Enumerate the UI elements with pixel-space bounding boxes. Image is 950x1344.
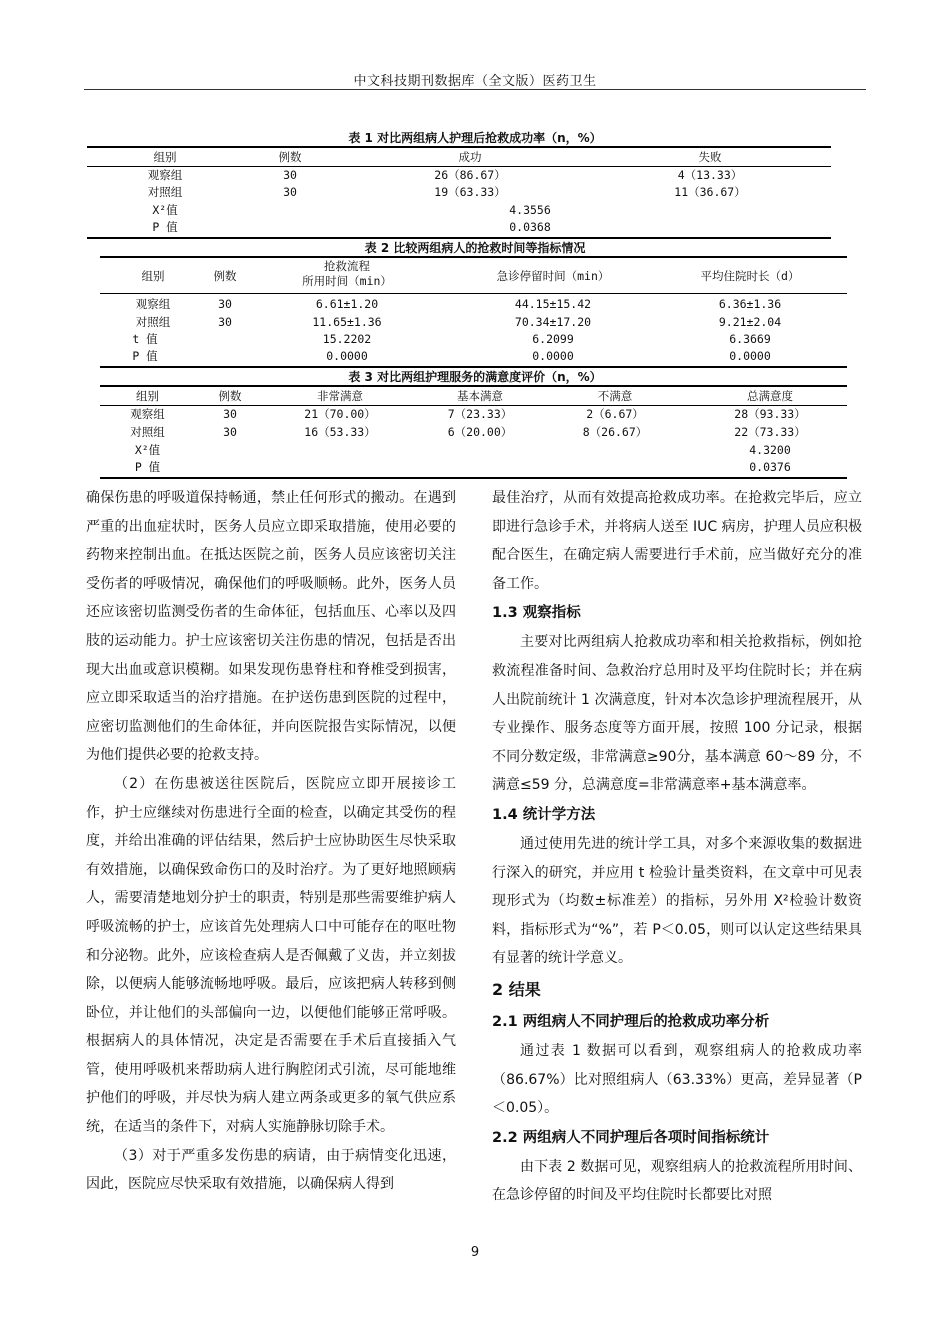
table3-cell: 7（23.33） xyxy=(447,407,513,421)
table1-header-fail: 失败 xyxy=(698,150,722,164)
paragraph: （2）在伤患被送往医院后，医院应立即开展接诊工作，护士应继续对伤患进行全面的检查，以确定其受伤的程度，并给出准确的评估结果，然后护士应协助医生尽快采取有效措施，以确保致命伤口的及时治疗。为了更好地照顾病人，需要清楚地划分护士的职责，特别是那些需要维护病人呼吸流畅的护士，应该首先处理病人口中可能存在的呕吐物和分泌物。此外，应该检查病人是否佩戴了义齿，并立刻拔除，以便病人能够流畅地呼吸。最后，应该把病人转移到侧卧位，并让他们的头部偏向一边，以便他们能够正常呼吸。根据病人的具体情况，决定是否需要在手术后直接插入气管，使用呼吸机来帮助病人进行胸腔闭式引流，尽可能地维护他们的呼吸，并尽快为病人建立两条或更多的氧气供应系统，在适当的条件下，对病人实施静脉切除手术。 xyxy=(86,775,456,1136)
right-column xyxy=(492,484,862,1210)
table1-cell: 4（13.33） xyxy=(677,168,743,182)
table3-cell: 观察组 xyxy=(130,407,165,421)
paragraph: （3）对于严重多发伤患的病请，由于病情变化迅速，因此，医院应尽快采取有效措施，以确保病人得到 xyxy=(86,1147,456,1193)
table1-p-label: P 值 xyxy=(152,220,178,234)
table3-cell: 8（26.67） xyxy=(582,425,648,439)
table2-cell: 30 xyxy=(218,297,232,311)
table2-top-rule xyxy=(100,256,847,258)
section-heading-2: 2 结果 xyxy=(492,979,541,999)
table2-cell: 0.0000 xyxy=(326,349,368,363)
table3-cell: 2（6.67） xyxy=(586,407,644,421)
section-heading-1-4: 1.4 统计学方法 xyxy=(492,806,596,823)
table3-cell: 16（53.33） xyxy=(304,425,376,439)
paragraph: 最佳治疗，从而有效提高抢救成功率。在抢救完毕后，应立即进行急诊手术，并将病人送至 IUC 病房，护理人员应积极配合医生，在确定病人需要进行手术前，应当做好充分的准备工作。 xyxy=(492,490,862,592)
paragraph: 由下表 2 数据可见，观察组病人的抢救流程所用时间、在急诊停留的时间及平均住院时长都要比对照 xyxy=(492,1158,862,1204)
table3-bottom-rule xyxy=(100,477,847,479)
table2-cell: 30 xyxy=(218,315,232,329)
table1-cell: 26（86.67） xyxy=(434,168,506,182)
paragraph: 确保伤患的呼吸道保持畅通，禁止任何形式的搬动。在遇到严重的出血症状时，医务人员应立即采取措施，使用必要的药物来控制出血。在抵达医院之前，医务人员应该密切关注受伤者的呼吸情况，确保他们的呼吸顺畅。此外，医务人员还应该密切监测受伤者的生命体征，包括血压、心率以及四肢的运动能力。护士应该密切关注伤患的情况，包括是否出现大出血或意识模糊。如果发现伤患脊柱和脊椎受到损害，应立即采取适当的治疗措施。在护送伤患到医院的过程中，应密切监测他们的生命体征，并向医院报告实际情况，以便为他们提供必要的抢救支持。 xyxy=(86,490,456,764)
table3-header-group: 组别 xyxy=(136,389,159,403)
table1-cell: 30 xyxy=(283,185,297,199)
table3-header-unsatisfied: 不满意 xyxy=(597,389,633,403)
table1-header-count: 例数 xyxy=(278,150,302,164)
table2-cell: 44.15±15.42 xyxy=(514,297,592,311)
table3-cell: 28（93.33） xyxy=(734,407,806,421)
table2-cell: 0.0000 xyxy=(729,349,771,363)
table1-chi-label: X²值 xyxy=(152,203,178,217)
table3-p-value: 0.0376 xyxy=(749,460,791,474)
table2-cell: 6.3669 xyxy=(729,332,771,346)
table3-cell: 30 xyxy=(223,407,237,421)
table1-caption: 表 1 对比两组病人护理后抢救成功率（n，%） xyxy=(348,131,602,145)
table1-header-group: 组别 xyxy=(153,150,177,164)
table2-cell: t 值 xyxy=(132,332,158,346)
table2-header-hospital-days: 平均住院时长（d） xyxy=(700,269,800,283)
table2-cell: 0.0000 xyxy=(532,349,574,363)
table1-cell: 11（36.67） xyxy=(674,185,746,199)
table1-cell: 观察组 xyxy=(147,168,183,182)
table1-p-value: 0.0368 xyxy=(509,220,551,234)
table3-caption: 表 3 对比两组护理服务的满意度评价（n，%） xyxy=(348,370,602,384)
left-column xyxy=(86,484,456,1199)
section-heading-2-2: 2.2 两组病人不同护理后各项时间指标统计 xyxy=(492,1129,770,1146)
table2-cell: 6.36±1.36 xyxy=(718,297,782,311)
section-heading-1-3: 1.3 观察指标 xyxy=(492,605,581,622)
table2-cell: 9.21±2.04 xyxy=(718,315,782,329)
section-heading-2-1: 2.1 两组病人不同护理后的抢救成功率分析 xyxy=(492,1013,770,1030)
table2-cell: 11.65±1.36 xyxy=(312,315,382,329)
table2-cell: 15.2202 xyxy=(322,332,372,346)
paragraph: 主要对比两组病人抢救成功率和相关抢救指标，例如抢救流程准备时间、急救治疗总用时及平均住院时长；并在病人出院前统计 1 次满意度，针对本次急诊护理流程展开，从专业操作、服务态度等方面开展，按照 100 分记录，根据不同分数定级，非常满意≥90分，基本满意 60～89 分，不满意≤59 分，总满意度=非常满意率+基本满意率。 xyxy=(492,634,862,794)
paragraph: 通过使用先进的统计学工具，对多个来源收集的数据进行深入的研究，并应用 t 检验计量类资料，在文章中可见表现形式为（均数±标准差）的指标，另外用 X²检验计数资料，指标形式为“%”，若 P＜0.05，则可以认定这些结果具有显著的统计学意义。 xyxy=(492,835,862,967)
table2-cell: 对照组 xyxy=(135,315,171,329)
table3-header-total: 总满意度 xyxy=(747,389,793,403)
table2-header-count: 例数 xyxy=(213,269,237,283)
table3-header-basic-satisfied: 基本满意 xyxy=(457,389,503,403)
table1-top-rule xyxy=(87,146,831,148)
paragraph: 通过表 1 数据可以看到，观察组病人的抢救成功率（86.67%）比对照组病人（63.33%）更高，差异显著（P＜0.05）。 xyxy=(492,1042,862,1117)
table3-p-label: P 值 xyxy=(134,460,161,474)
table2-cell: P 值 xyxy=(132,349,158,363)
table1-header-success: 成功 xyxy=(458,150,482,164)
table1-chi-value: 4.3556 xyxy=(509,203,551,217)
table3-chi-value: 4.3200 xyxy=(749,443,791,457)
table3-header-count: 例数 xyxy=(218,389,242,403)
table2-caption: 表 2 比较两组病人的抢救时间等指标情况 xyxy=(364,241,586,255)
table2-header-rule xyxy=(100,293,847,294)
table1-cell: 30 xyxy=(283,168,297,182)
table3-cell: 6（20.00） xyxy=(447,425,513,439)
table3-cell: 对照组 xyxy=(130,425,165,439)
table1-cell: 对照组 xyxy=(147,185,183,199)
table2-header-group: 组别 xyxy=(141,269,165,283)
table3-cell: 21（70.00） xyxy=(304,407,376,421)
table3-header-very-satisfied: 非常满意 xyxy=(317,389,363,403)
table1-cell: 19（63.33） xyxy=(434,185,506,199)
table2-cell: 70.34±17.20 xyxy=(514,315,592,329)
table3-cell: 30 xyxy=(223,425,237,439)
table2-cell: 观察组 xyxy=(135,297,171,311)
header-rule xyxy=(84,89,866,90)
table3-cell: 22（73.33） xyxy=(734,425,806,439)
table3-chi-label: X²值 xyxy=(134,443,161,457)
table2-header-stay-time: 急诊停留时间（min） xyxy=(496,269,610,283)
table2-header-process-time: 抢救流程 所用时间（min） xyxy=(302,259,392,288)
table2-cell: 6.2099 xyxy=(532,332,574,346)
journal-header: 中文科技期刊数据库（全文版）医药卫生 xyxy=(353,74,597,89)
table3-top-rule xyxy=(100,385,847,387)
table2-cell: 6.61±1.20 xyxy=(315,297,379,311)
page-number: 9 xyxy=(470,1245,480,1260)
